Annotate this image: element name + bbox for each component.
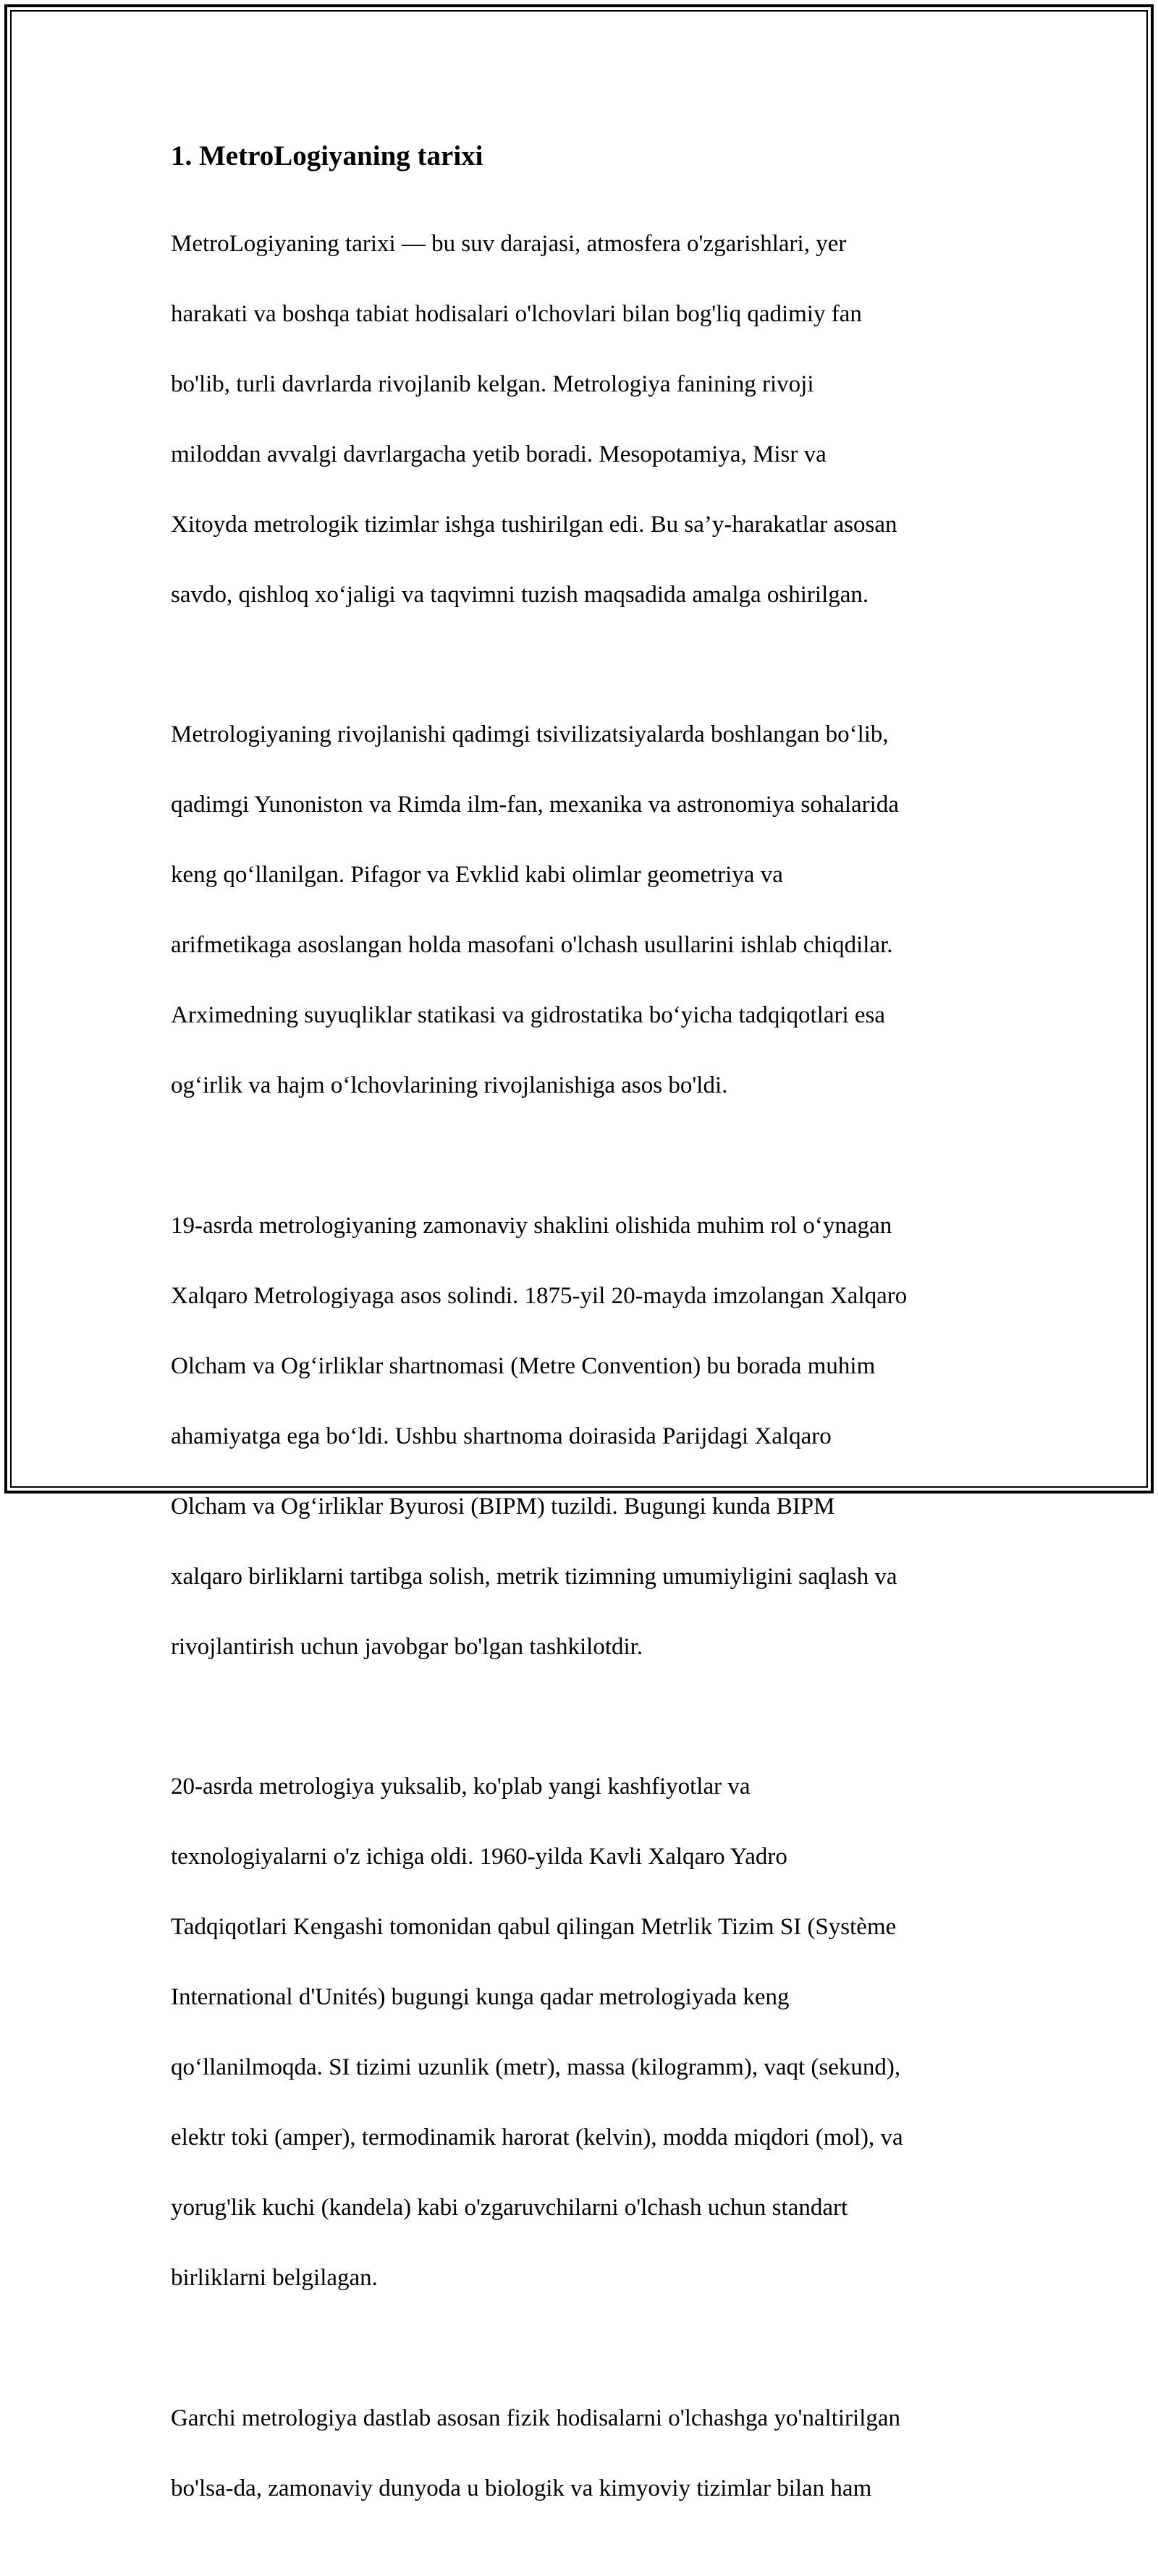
paragraph-3 (171, 1173, 996, 1700)
section-heading: 1. MetroLogiyaning tarixi (171, 140, 483, 171)
text-line: Arximedning suyuqliklar statikasi va gidrostatika bo‘yicha tadqiqotlari esa (171, 1002, 886, 1028)
text-line: bo'lib, turli davrlarda rivojlanib kelgan. Metrologiya fanining rivoji (171, 370, 814, 397)
text-line: Olcham va Og‘irliklar shartnomasi (Metre Convention) bu borada muhim (171, 1352, 876, 1379)
text-line: Metrologiyaning rivojlanishi qadimgi tsivilizatsiyalarda boshlangan bo‘lib, (171, 721, 889, 747)
paragraph-4 (171, 1734, 996, 2331)
text-line: elektr toki (amper), termodinamik harorat (kelvin), modda miqdori (mol), va (171, 2124, 903, 2151)
text-line: savdo, qishloq xo‘jaligi va taqvimni tuzish maqsadida amalga oshirilgan. (171, 581, 869, 608)
text-line: rivojlantirish uchun javobgar bo'lgan tashkilotdir. (171, 1633, 643, 1660)
text-line: Olcham va Og‘irliklar Byurosi (BIPM) tuzildi. Bugungi kunda BIPM (171, 1493, 835, 1520)
text-line: birliklarni belgilagan. (171, 2265, 378, 2291)
text-line: miloddan avvalgi davrlargacha yetib boradi. Mesopotamiya, Misr va (171, 441, 827, 467)
text-line: arifmetikaga asoslangan holda masofani o'lchash usullarini ishlab chiqdilar. (171, 932, 893, 958)
document-body (171, 135, 996, 2576)
text-line: xalqaro birliklarni tartibga solish, metrik tizimning umumiyligini saqlash va (171, 1563, 897, 1590)
paragraph-5 (171, 2365, 996, 2541)
paragraph-2 (171, 682, 996, 1139)
text-line: MetroLogiyaning tarixi — bu suv darajasi, atmosfera o'zgarishlari, yer (171, 230, 847, 257)
text-line: Tadqiqotlari Kengashi tomonidan qabul qilingan Metrlik Tizim SI (Système (171, 1914, 897, 1940)
text-line: Xitoyda metrologik tizimlar ishga tushirilgan edi. Bu sa’y-harakatlar asosan (171, 511, 897, 538)
text-line: keng qo‘llanilgan. Pifagor va Evklid kabi olimlar geometriya va (171, 862, 783, 888)
text-line: ahamiyatga ega bo‘ldi. Ushbu shartnoma doirasida Parijdagi Xalqaro (171, 1423, 832, 1449)
text-line: texnologiyalarni o'z ichiga oldi. 1960-yilda Kavli Xalqaro Yadro (171, 1844, 787, 1870)
text-line: International d'Unités) bugungi kunga qadar metrologiyada keng (171, 1984, 790, 2010)
text-line: qo‘llanilmoqda. SI tizimi uzunlik (metr), massa (kilogramm), vaqt (sekund), (171, 2054, 901, 2080)
text-line: harakati va boshqa tabiat hodisalari o'lchovlari bilan bog'liq qadimiy fan (171, 300, 862, 327)
text-line: 19-asrda metrologiyaning zamonaviy shaklini olishida muhim rol o‘ynagan (171, 1212, 892, 1239)
text-line: Garchi metrologiya dastlab asosan fizik hodisalarni o'lchashga yo'naltirilgan (171, 2405, 901, 2431)
text-line: og‘irlik va hajm o‘lchovlarining rivojlanishiga asos bo'ldi. (171, 1072, 728, 1098)
paragraph-1 (171, 191, 996, 648)
text-line: bo'lsa-da, zamonaviy dunyoda u biologik va kimyoviy tizimlar bilan ham (171, 2475, 872, 2501)
text-line: 20-asrda metrologiya yuksalib, ko'plab yangi kashfiyotlar va (171, 1774, 751, 1800)
text-line: yorug'lik kuchi (kandela) kabi o'zgaruvchilarni o'lchash uchun standart (171, 2195, 848, 2221)
text-line: Xalqaro Metrologiyaga asos solindi. 1875-yil 20-mayda imzolangan Xalqaro (171, 1282, 908, 1309)
text-line: qadimgi Yunoniston va Rimda ilm-fan, mexanika va astronomiya sohalarida (171, 792, 899, 818)
